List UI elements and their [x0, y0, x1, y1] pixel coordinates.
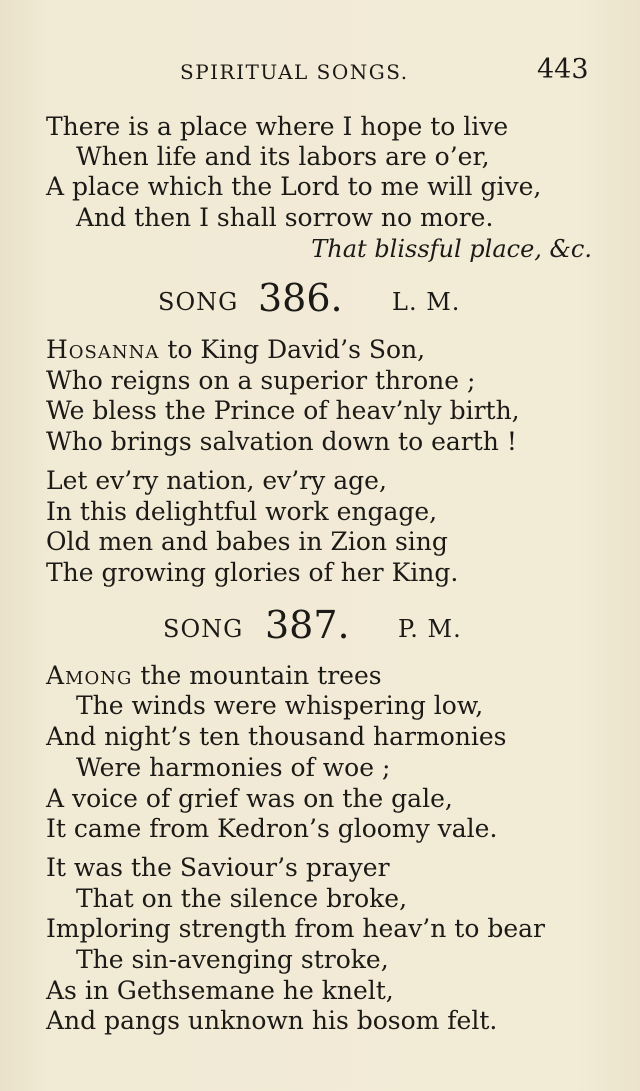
- verse-line: It was the Saviour’s prayer: [46, 853, 390, 882]
- song-number: 386.: [258, 276, 343, 320]
- first-line-rest: the mountain trees: [132, 661, 382, 690]
- running-head: [0, 54, 640, 88]
- verse-line: Old men and babes in Zion sing: [46, 527, 448, 556]
- first-line-rest: to King David’s Son,: [159, 335, 426, 364]
- verse-line: Who reigns on a superior throne ;: [46, 366, 476, 395]
- refrain-cue: That blissful place, &c.: [311, 235, 592, 263]
- song-label: SONG: [158, 288, 239, 316]
- verse-line: Were harmonies of woe ;: [76, 753, 391, 782]
- song-386-heading: [0, 278, 640, 322]
- verse-line: A voice of grief was on the gale,: [46, 784, 453, 813]
- verse-line: That on the silence broke,: [76, 884, 408, 913]
- verse-line: As in Gethsemane he knelt,: [46, 976, 394, 1005]
- song-meter: L. M.: [392, 288, 461, 316]
- verse-line: And pangs unknown his bosom felt.: [46, 1006, 498, 1035]
- song-meter: P. M.: [398, 615, 462, 643]
- song-387-heading: [0, 605, 640, 649]
- verse-line: Imploring strength from heav’n to bear: [46, 914, 545, 943]
- first-word: Among: [46, 661, 133, 690]
- verse-line: In this delightful work engage,: [46, 497, 438, 526]
- verse-line: Let ev’ry nation, ev’ry age,: [46, 466, 387, 495]
- verse-line: The growing glories of her King.: [46, 558, 459, 587]
- verse-line: It came from Kedron’s gloomy vale.: [46, 814, 498, 843]
- verse-line: When life and its labors are o’er,: [76, 142, 490, 171]
- verse-line: [46, 335, 425, 365]
- running-title: SPIRITUAL SONGS.: [180, 60, 409, 84]
- verse-line: And then I shall sorrow no more.: [76, 203, 494, 232]
- verse-line: Who brings salvation down to earth !: [46, 427, 517, 456]
- first-word: Hosanna: [46, 335, 160, 364]
- song-number: 387.: [265, 603, 350, 647]
- page-number: 443: [537, 54, 589, 85]
- verse-line: We bless the Prince of heav’nly birth,: [46, 396, 520, 425]
- verse-line: The sin-avenging stroke,: [76, 945, 389, 974]
- verse-line: And night’s ten thousand harmonies: [46, 722, 507, 751]
- verse-line: There is a place where I hope to live: [46, 112, 509, 141]
- verse-line: A place which the Lord to me will give,: [46, 172, 542, 201]
- verse-line: The winds were whispering low,: [76, 691, 484, 720]
- verse-line: [46, 661, 382, 691]
- song-label: SONG: [163, 615, 244, 643]
